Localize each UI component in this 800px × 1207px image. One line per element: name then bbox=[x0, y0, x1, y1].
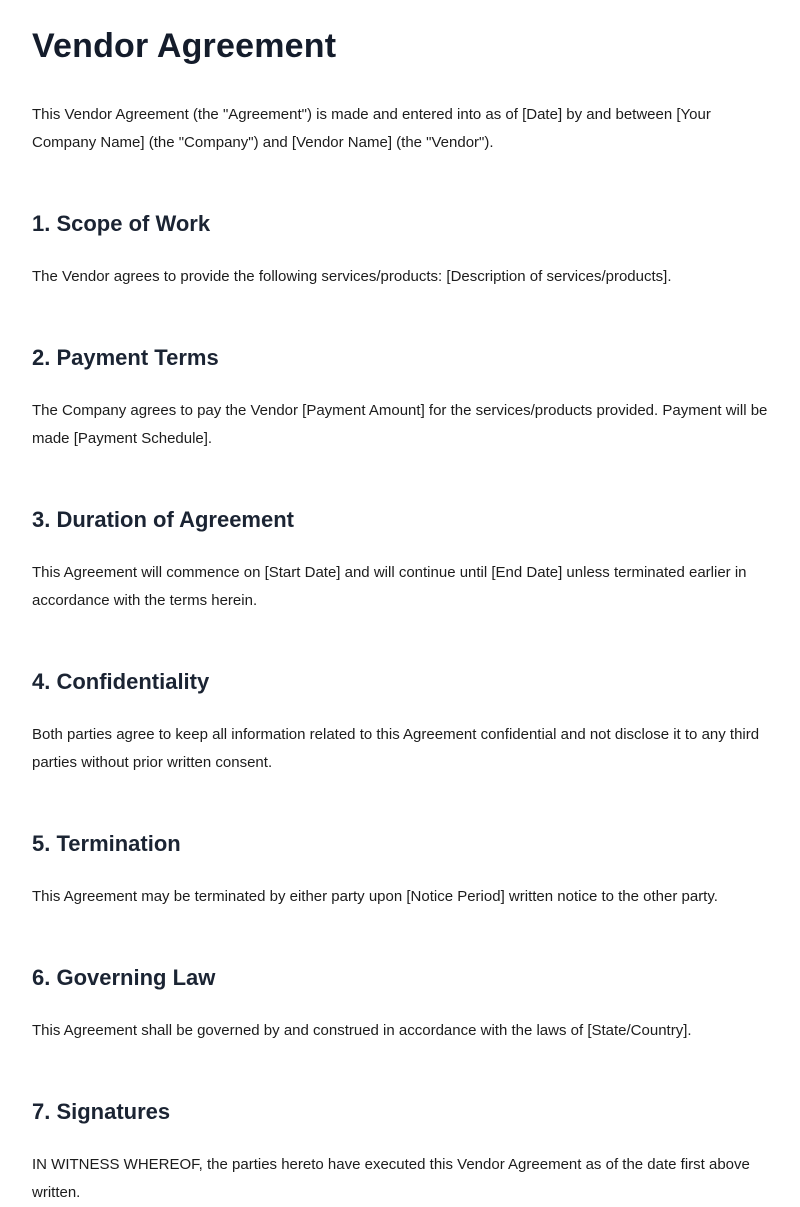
section-heading: 3. Duration of Agreement bbox=[32, 507, 294, 532]
section-heading: 2. Payment Terms bbox=[32, 345, 219, 370]
section-heading: 5. Termination bbox=[32, 831, 181, 856]
section-body: This Agreement may be terminated by either party upon [Notice Period] written notice to the other party. bbox=[32, 888, 718, 905]
section-heading: 4. Confidentiality bbox=[32, 669, 210, 694]
section-confidentiality bbox=[32, 667, 768, 777]
page-title: Vendor Agreement bbox=[32, 27, 337, 65]
section-body: The Company agrees to pay the Vendor [Payment Amount] for the services/products provided. Payment will be made [Payment Schedule]. bbox=[32, 402, 768, 447]
section-body: This Agreement shall be governed by and construed in accordance with the laws of [State/Country]. bbox=[32, 1022, 692, 1039]
intro-paragraph: This Vendor Agreement (the "Agreement") is made and entered into as of [Date] by and between [Your Company Name] (the "Company") and [Vendor Name] (the "Vendor"). bbox=[32, 106, 711, 151]
section-duration bbox=[32, 505, 768, 615]
section-governing-law bbox=[32, 963, 768, 1045]
section-heading: 1. Scope of Work bbox=[32, 211, 211, 236]
section-termination bbox=[32, 829, 768, 911]
section-signatures bbox=[32, 1097, 768, 1207]
section-body: This Agreement will commence on [Start Date] and will continue until [End Date] unless terminated earlier in accordance with the terms herein. bbox=[32, 564, 747, 609]
section-scope-of-work bbox=[32, 209, 768, 291]
section-heading: 6. Governing Law bbox=[32, 965, 216, 990]
section-payment-terms bbox=[32, 343, 768, 453]
section-body: Both parties agree to keep all information related to this Agreement confidential and not disclose it to any third parties without prior written consent. bbox=[32, 726, 760, 771]
section-body: IN WITNESS WHEREOF, the parties hereto have executed this Vendor Agreement as of the date first above written. bbox=[32, 1156, 750, 1201]
section-heading: 7. Signatures bbox=[32, 1099, 171, 1124]
section-body: The Vendor agrees to provide the following services/products: [Description of services/products]. bbox=[32, 268, 672, 285]
